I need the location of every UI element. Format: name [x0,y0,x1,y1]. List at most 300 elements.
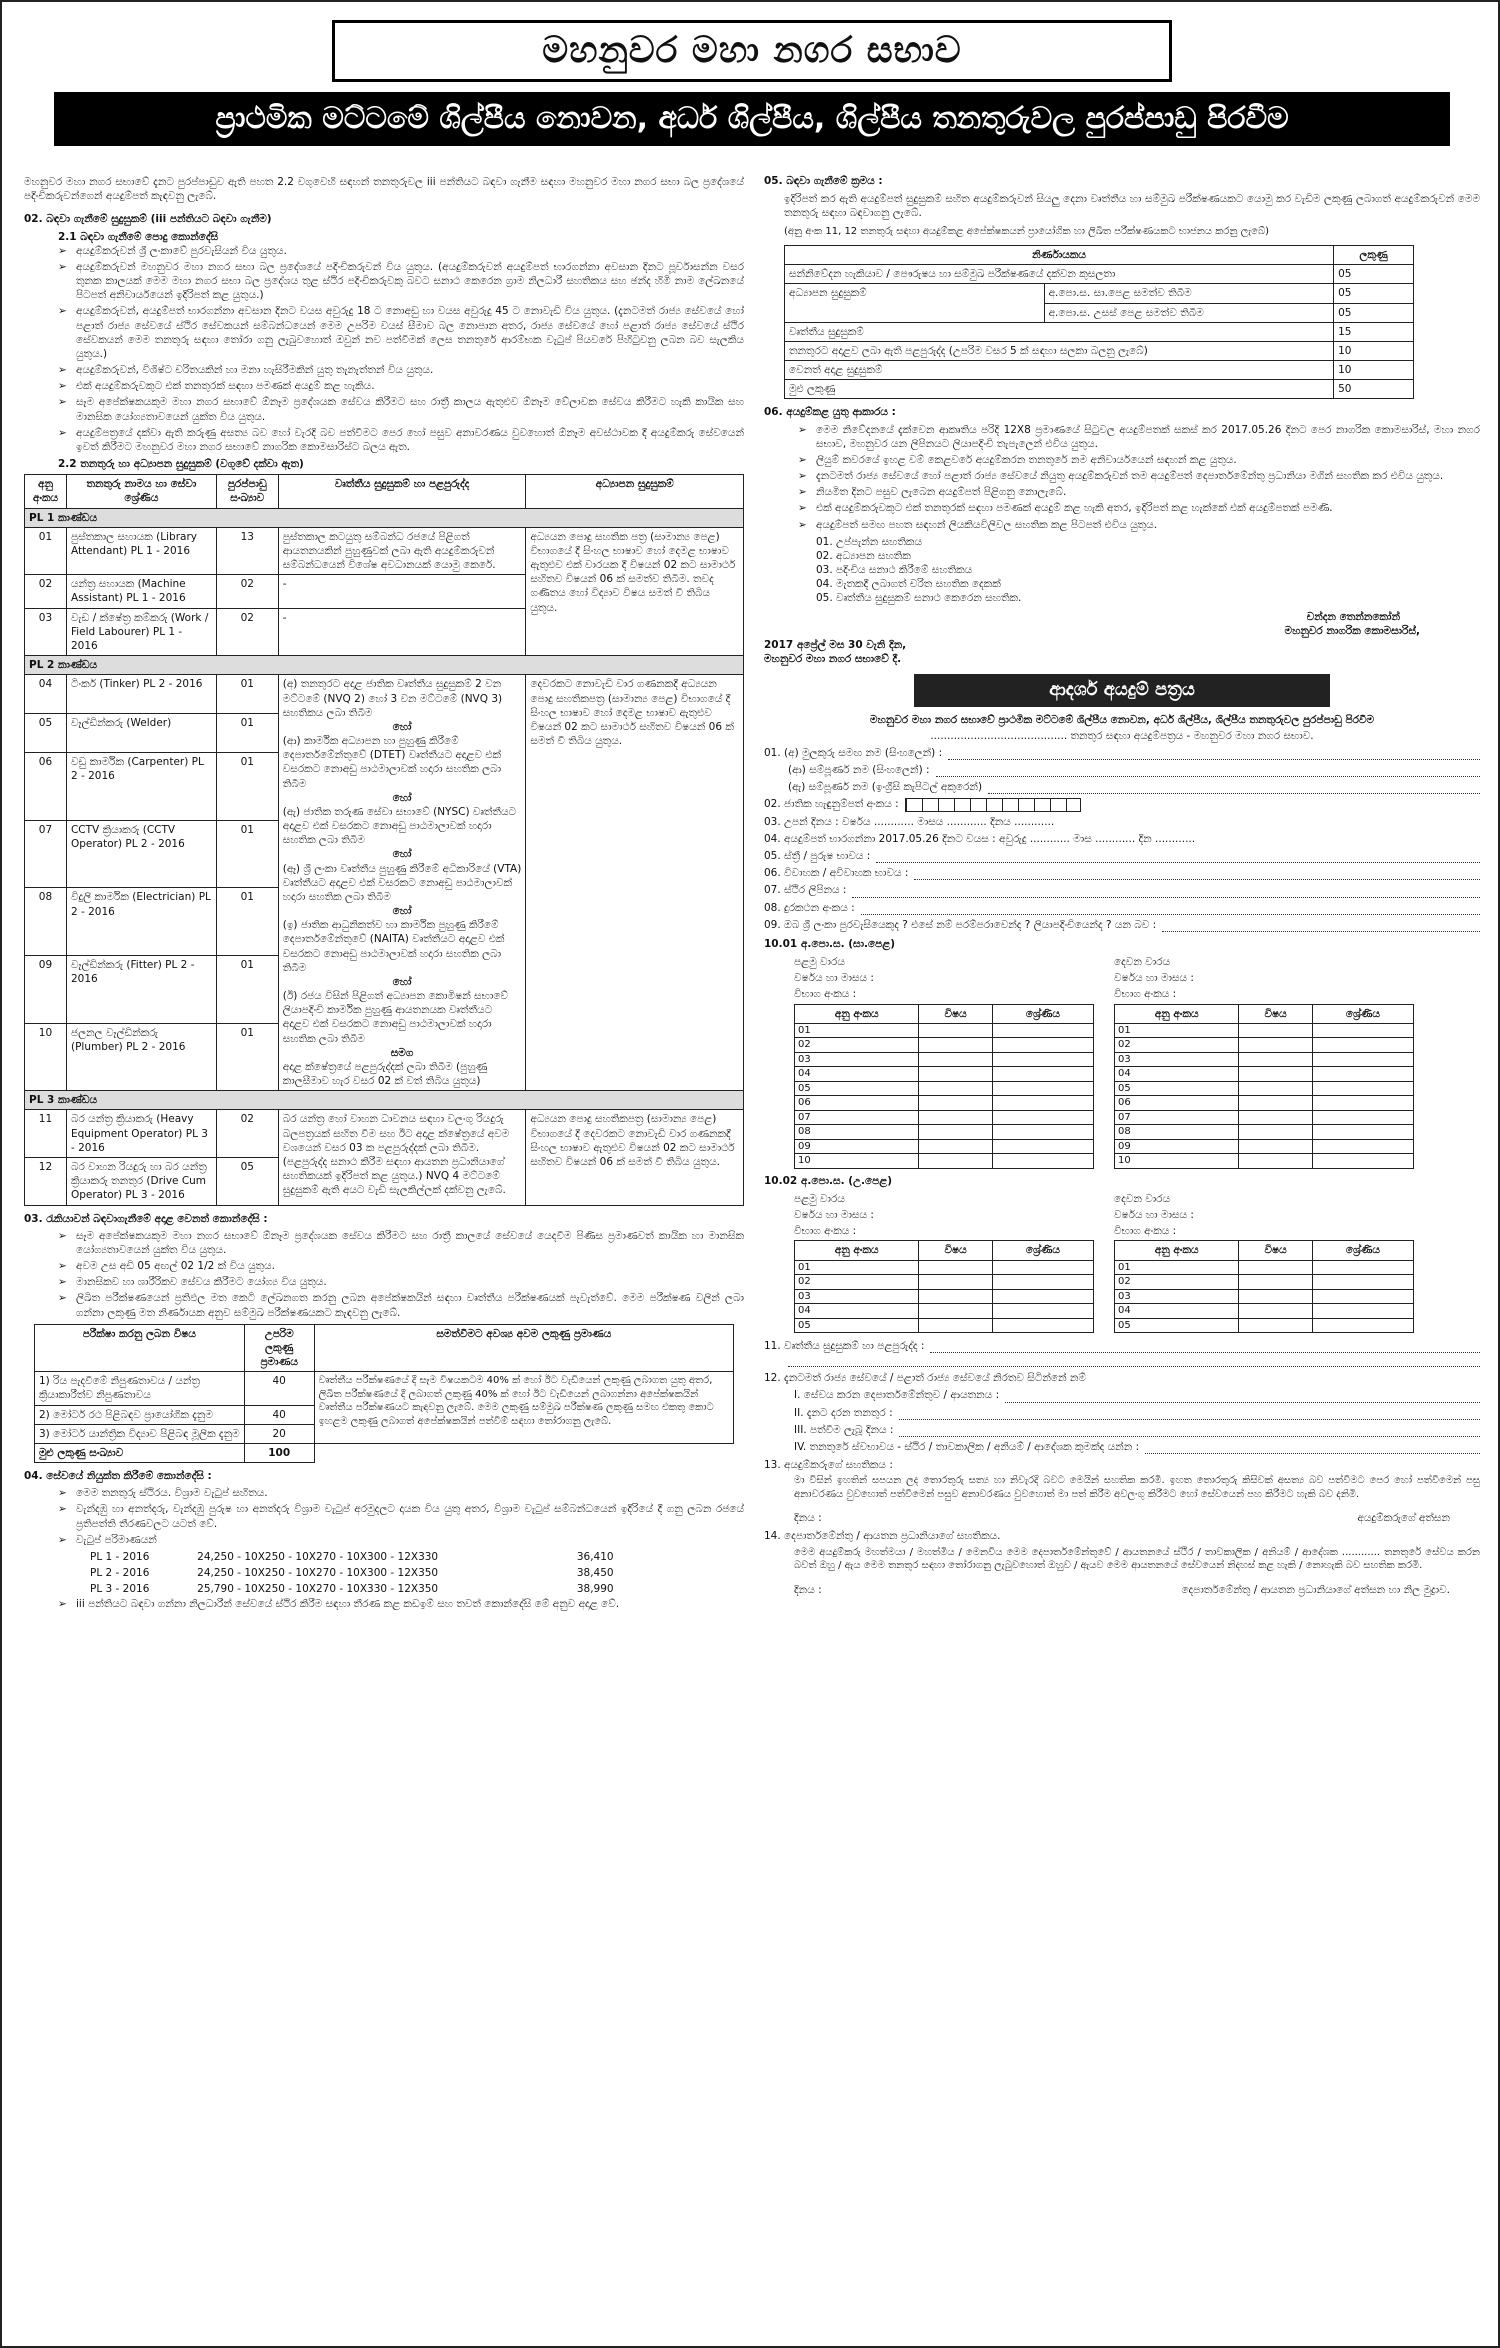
table-row [795,1260,1094,1275]
civil-status-field[interactable] [914,869,1480,880]
subject-cell[interactable] [919,1096,992,1111]
category-row-pl3 [25,1091,744,1110]
grade-cell[interactable] [1312,1289,1413,1304]
row-number: 11 [25,1110,67,1158]
grade-cell[interactable] [1312,1081,1413,1096]
table-row [1115,1154,1414,1169]
subject-cell[interactable] [1239,1038,1312,1053]
subject-cell[interactable] [919,1154,992,1169]
subject-cell[interactable] [919,1318,992,1333]
column-header: ශ්‍රේණිය [992,1004,1093,1023]
max-marks: 40 [244,1405,314,1424]
subject-cell[interactable] [1239,1304,1312,1319]
table-row [795,1304,1094,1319]
post-name: යන්ත්‍ර සහායක (Machine Assistant) PL 1 - 2016 [66,575,216,608]
ol-section-label: 10.01 අ.පො.ස. (සා.පෙළ) [764,937,896,950]
documents-list [764,535,1480,606]
table-row [785,284,1414,303]
column-header: තනතුරු නාමය හා සේවා ශ්‍රේණිය [66,475,216,508]
table-row [795,1154,1094,1169]
table-row [785,341,1414,360]
vacancy-count: 01 [216,753,278,821]
subject-cell[interactable] [919,1081,992,1096]
table-row [795,1038,1094,1053]
list-item: ➢ iii පන්තියට බඳවා ගන්නා නිලධාරීන් සේවයේ ස්ථිර කිරීම සඳහා තීරණ කළ කඩඉම් සහ තවත් කොන්දේසි මේ අනුව අදාළ වේ. [24,1597,744,1611]
subject-cell[interactable] [919,1139,992,1154]
field-label: 14. දෙපාර්තමේන්තු / ආයතන ප්‍රධානියාගේ සහතිකය. [764,1530,1001,1543]
table-row [795,1289,1094,1304]
post-name: විදුලි කාර්මික (Electrician) PL 2 - 2016 [66,888,216,956]
row-number: 07 [795,1110,919,1125]
grade-cell[interactable] [1312,1318,1413,1333]
ol-second-sitting [1114,953,1414,1169]
form-row [764,1406,1480,1420]
subject-cell[interactable] [919,1023,992,1038]
field-label: 13. අයදුම්කරුගේ සහතිකය : [764,1459,893,1472]
grade-cell[interactable] [992,1154,1093,1169]
grade-cell[interactable] [1312,1096,1413,1111]
table-row [785,322,1414,341]
grade-cell[interactable] [1312,1125,1413,1140]
row-number: 05 [1115,1318,1239,1333]
salary-end: 38,450 [576,1567,614,1580]
post-name: බර වාහන රියදුරු හා බර යන්ත්‍ර ක්‍රියාකරු තනතුර (Drive Cum Operator) PL 3 - 2016 [66,1158,216,1206]
field-label: 12. දැනටමත් රාජ්‍ය සේවයේ / පළාත් රාජ්‍ය සේවයේ නිරතව සිටින්නේ නම් [764,1372,1086,1385]
application-form [764,713,1480,1597]
subject-cell[interactable] [1239,1275,1312,1290]
table-row [1115,1289,1414,1304]
column-header: අනු අංකය [795,1004,919,1023]
row-number: 08 [25,888,67,956]
grade-cell[interactable] [1312,1052,1413,1067]
row-number: 06 [25,753,67,821]
education-qualification: දෙවරකට නොවැඩි වාර ගණනකදී අධ්‍යයන පොදු සහතිකපත්‍ර (සාමාන්‍ය පෙළ) විභාගයේ දී සිංහල භාෂාව හෝ දෙමළ භාෂාව ඇතුළුව විෂයන් 02 කට සාමාර්ථ සහිතව විෂයන් 06 ක් සමත් වී තිබිය යුතුය. [526,675,744,1091]
row-number: 01 [795,1023,919,1038]
form-subtitle: ......................................... තනතුර සඳහා අයදුම්පත්‍රය - මහනුවර මහා නගර සභාව. [930,729,1314,742]
form-row [764,746,1480,760]
row-number: 04 [1115,1304,1239,1319]
row-number: 01 [795,1260,919,1275]
grade-cell[interactable] [1312,1110,1413,1125]
list-item: ➢ සෑම අපේක්ෂකයකුම මහා නගර සභාවේ ඕනෑම ප්‍රදේශයක සේවය කිරීමට සහ රාත්‍රී කාලයේ සේවයේ යෙදවීම පිණිස ප්‍රමාණවත් කායික හා මානසික යෝග්‍යතාවයෙන් යුක්ත විය යුතුය. [24,1229,744,1257]
grade-cell[interactable] [1312,1260,1413,1275]
row-number: 09 [795,1139,919,1154]
criterion-marks: 50 [1334,380,1414,399]
name-with-initials-field[interactable] [948,749,1480,760]
form-row [764,780,1480,794]
al-second-sitting [1114,1190,1414,1333]
grade-cell[interactable] [992,1038,1093,1053]
form-row [764,1388,1480,1402]
subject-cell[interactable] [1239,1067,1312,1082]
list-item: ➢ මෙම නිවේදනයේ දැක්වෙන ආකෘතිය පරිදි 12X8 ප්‍රමාණයේ සිටුවල අයදුම්පතක් සකස් කර 2017.05.26 දිනට පෙර නාගරික කොමසාරිස්, මහා නගර සභාව, මහනුවර යන ලිපිනයට ලියාපදිංචි තැපැලෙන් එවිය යුතුය. [764,423,1480,451]
applicant-declaration-text: මා විසින් ඉහතින් සපයන ලද තොරතුරු සත්‍ය හා නිවැරදි බවට මෙයින් සහතික කරමි. ඉහත තොරතුරු කිසිවක් අසත්‍ය බව පත්වීමට පෙර හෝ පත්වීමෙන් පසු අනාවරණය වුවහොත් පත්වීමෙන් පසුව අනාවරණය වුවහොත් මා පත් කිරීම අවලංගු කිරීමට හෝ සේවයෙන් පහ කිරීමට හැකි බව දනිමි. [794,1475,1480,1500]
field-label: IV. තනතුරේ ස්වභාවය - ස්ථිර / තාවකාලික / අනියම් / ආදේශක කුමක්ද යන්න : [794,1440,1140,1453]
nic-boxes[interactable] [905,798,1081,812]
salary-scale: 24,250 - 10X250 - 10X270 - 10X300 - 12X330 [197,1550,439,1563]
grade-cell[interactable] [992,1067,1093,1082]
column-header: ශ්‍රේණිය [1312,1004,1413,1023]
education-qualification: අධ්‍යයන පොදු සහතික පත්‍ර (සාමාන්‍ය පෙළ) විභාගයේ දී සිංහල භාෂාව හෝ දෙමළ භාෂාව ඇතුළුව එක් වාරයක දී විෂයන් 02 කට සාමාර්ථ සහිතව විෂයන් 06 ක් සමත්ව තිබීම. තවද ගණිතය හෝ විද්‍යාව විෂය සමත් වී තිබිය යුතුය. [526,527,744,655]
post-name: වඩු කාර්මික (Carpenter) PL 2 - 2016 [66,753,216,821]
field-label: 02. ජාතික හැඳුනුම්පත් අංකය : [764,798,899,811]
salary-end: 38,990 [576,1583,614,1596]
vacancy-count: 01 [216,820,278,888]
department-field[interactable] [1005,1392,1480,1403]
professional-qualifications-field-line[interactable] [788,1356,1480,1367]
table-row [1115,1038,1414,1053]
grade-cell[interactable] [992,1289,1093,1304]
subject-cell[interactable] [1239,1110,1312,1125]
index-label: විභාග අංකය : [794,1225,857,1238]
grade-cell[interactable] [992,1275,1093,1290]
form-row [764,1339,1480,1353]
grade-cell[interactable] [1312,1023,1413,1038]
document-item: 01. උප්පැන්න සහතිකය [816,535,922,548]
table-header-row [1115,1004,1414,1023]
subject-cell[interactable] [919,1304,992,1319]
field-label: 01. (අ) මුලකුරු සමඟ නම (සිංහලෙන්) : [764,746,943,759]
criterion-marks: 15 [1334,322,1414,341]
row-number: 05 [795,1318,919,1333]
row-number: 02 [1115,1038,1239,1053]
list-item: ➢ අයදුම්පත් සමඟ පහත සඳහන් ලියකියවිලිවල සහතික කළ පිටපත් එවිය යුතුය. [764,518,1480,532]
head-certification-text: මෙම අයදුම්කරු මහත්මයා / මහත්මිය / මෙනවිය මෙම දෙපාර්තමේන්තුවේ / ආයතනයේ ස්ථිර / තාවකාලික / අනියම් / ආදේශක ............ තනතුරේ සේවය කරන බවත් ඔහු / ඇය මෙම තනතුර සඳහා තෝරාගනු ලැබුවහොත් ඔහුව / ඇයව මෙම ආයතනයේ සේවයෙන් නිදහස් කළ හැකි / නොහැකි බව සහතික කරමි. [794,1546,1480,1572]
table-row [1115,1125,1414,1140]
table-row [785,380,1414,399]
field-label: (ඇ) සම්පූර්ණ නම (ඉංග්‍රීසි කැපිටල් අකුරෙන්) [788,781,983,794]
row-number: 07 [1115,1110,1239,1125]
post-name: ජලනල වෑල්ඩින්කරු (Plumber) PL 2 - 2016 [66,1023,216,1091]
row-number: 10 [795,1154,919,1169]
subject-cell[interactable] [1239,1289,1312,1304]
grade-cell[interactable] [1312,1038,1413,1053]
subject-cell[interactable] [919,1038,992,1053]
grade-cell[interactable] [1312,1139,1413,1154]
ol-results-grids [764,953,1480,1169]
salary-scale: 24,250 - 10X250 - 10X270 - 10X300 - 12X350 [197,1567,439,1580]
vacancy-count: 01 [216,714,278,753]
table-row [1115,1052,1414,1067]
or-label: හෝ [392,791,412,804]
criterion: අධ්‍යාපන සුදුසුකම් [785,284,1045,322]
category-label: PL 1 කාණ්ඩය [25,508,744,527]
subject-cell[interactable] [919,1052,992,1067]
grade-cell[interactable] [992,1125,1093,1140]
year-label: වර්ෂය හා මාසය : [1114,972,1194,985]
table-row [795,1275,1094,1290]
field-label: II. දැනට දරන තනතුර : [794,1406,893,1419]
row-number: 03 [1115,1289,1239,1304]
gender-field[interactable] [876,852,1480,863]
table-row [1115,1260,1414,1275]
criterion-marks: 10 [1334,341,1414,360]
subject-cell[interactable] [1239,1023,1312,1038]
head-signature-row [764,1575,1480,1597]
sample-form-banner: ආදර්ශ අයදුම් පත්‍රය [914,674,1330,706]
table-row [785,361,1414,380]
column-header: අනු අංකය [25,475,67,508]
table-row [84,1565,644,1581]
grade-cell[interactable] [992,1023,1093,1038]
table-row [1115,1110,1414,1125]
left-column [24,174,744,1614]
table-row [795,1318,1094,1333]
full-name-sinhala-field[interactable] [936,766,1480,777]
total-row [35,1443,734,1462]
form-row [764,1423,1480,1437]
vacancy-count: 01 [216,888,278,956]
qualification-line: (අ) තනතුරට අදාළ ජාතික වෘත්තීය සුදුසුකම් 2 වන මට්ටමේ (NVQ 2) හෝ 3 වන මට්ටමේ (NVQ 3) සහතිකය ලබා තිබීම [282,678,503,719]
list-item: ➢ නියමිත දිනට පසුව ලැබෙන අයදුම්පත් පිළිගනු නොලැබේ. [764,485,1480,499]
column-header: පරීක්ෂා කරනු ලබන විෂය [35,1324,245,1372]
professional-qualification: පුස්තකාල කටයුතු සම්බන්ධ රජයේ පිළිගත් ආයතනයකින් පුහුණුවක් ලබා ඇති අයදුම්කරුවන් සම්බන්ධයෙන් විශේෂ අවධානයක් යොමු කෙරේ. [278,527,526,575]
row-number: 02 [1115,1275,1239,1290]
grade-cell[interactable] [1312,1275,1413,1290]
current-post-field[interactable] [899,1409,1480,1420]
post-name: බර යන්ත්‍ර ක්‍රියාකරු (Heavy Equipment Operator) PL 3 - 2016 [66,1110,216,1158]
qualification-line: (ඈ) ශ්‍රී ලංකා වෘත්තීය පුහුණු කිරීමේ අධිකාරියේ (VTA) වෘත්තීයට අදාළව එක් වසරකට නොඅඩු පාඨමාලාවක් හදාරා සහතික ලබා තිබීම [282,862,522,903]
field-label: 07. ස්ථිර ලිපිනය : [764,884,847,897]
year-label: වර්ෂය හා මාසය : [794,1209,874,1222]
subject-cell[interactable] [1239,1081,1312,1096]
row-number: 08 [1115,1125,1239,1140]
form-row [764,918,1480,932]
row-number: 06 [1115,1096,1239,1111]
salary-end: 36,410 [576,1550,614,1563]
table-header-row [785,246,1414,265]
qualification-line: අදාළ ක්ෂේත්‍රයේ පළපුරුද්දක් ලබා තිබීම (පුහුණු කාලසීමාව හැර වසර 02 ක් වත් තිබිය යුතුය) [282,1060,488,1088]
form-row [764,1440,1480,1454]
pass-mark-note: වෘත්තීය පරීක්ෂණයේ දී සෑම විෂයකටම 40% ක් හෝ ඊට වැඩියෙන් ලකුණු ලබාගත යුතු අතර, ලිඛිත පරීක්ෂණයේ දී ලබාගත් ලකුණු 40% ක් හෝ ඊට වැඩියෙන් ලබාගන්නා අපේක්ෂකයින් වෘත්තීය පරීක්ෂණයට කැඳවනු ලැබේ. මෙම ලකුණු සම්මුඛ පරීක්ෂණ ලකුණු සමඟ එකතු කොට ඉහළම ලකුණු ලබාගත් අපේක්ෂකයින් පත්වීම් සඳහා තෝරාගනු ලැබේ. [314,1372,733,1444]
vacancy-count: 01 [216,955,278,1023]
professional-qualification: - [278,575,526,608]
vacancy-count: 05 [216,1158,278,1206]
table-row [35,1372,734,1405]
head-signature-label: දෙපාර්තමේන්තු / ආයතන ප්‍රධානියාගේ අත්සන හා නිල මුද්‍රාව. [1181,1583,1450,1596]
post-name: වැඩ / ක්ෂේත්‍ර කම්කරු (Work / Field Labourer) PL 1 - 2016 [66,608,216,656]
grade-cell[interactable] [1312,1067,1413,1082]
row-number: 04 [1115,1067,1239,1082]
professional-qualifications-field[interactable] [930,1342,1480,1353]
row-number: 10 [25,1023,67,1091]
criterion: මුළු ලකුණු [785,380,1334,399]
grade-cell[interactable] [1312,1154,1413,1169]
section-2-1-heading: 2.1 බඳවා ගැනීමේ පොදු කොන්දේසි [58,230,219,243]
list-item: ➢ සෑම අපේක්ෂකයකුම මහා නගර සභාවේ ඕනෑම ප්‍රදේශයක සේවය කිරීමට සහ රාත්‍රී කාලය ඇතුළුව ඕනෑම වේලාවක සේවය කිරීමට හැකි කායික සහ මානසික යෝග්‍යතාවයෙන් යුක්ත විය යුතුය. [24,395,744,423]
row-number: 01 [1115,1260,1239,1275]
list-item: ➢ එක් අයදුම්කරුවකුට එක් තනතුරක් සඳහා පමණක් අයදුම් කළ හැකිය. [24,379,744,393]
list-item: ➢ අයදුම්කරුවන් මහනුවර මහා නගර සභා බල ප්‍රදේශයේ පදිංචිකරුවන් විය යුතුය. (අයදුම්කරුවන් අයදුම්පත් භාරගන්නා අවසාන දිනට පූර්වාසන්න වසර තුනක කාලයක් මෙම මහා නගර සභා බල ප්‍රදේශය තුළ ස්ථිර පදිංචිකරුවකු බවට සනාථ කෙරෙන ග්‍රාම නිලධාරී සහතිකය සහ ඡන්ද හිමි නාම ලේඛනයේ පිටපත් අනිවාර්යයෙන් ඉදිරිපත් කළ යුතුය.) [24,260,744,303]
column-header: නිර්ණායකය [785,246,1334,265]
salary-grade: PL 2 - 2016 [90,1567,150,1580]
table-row [795,1139,1094,1154]
subject-cell[interactable] [1239,1139,1312,1154]
vacancy-count: 02 [216,575,278,608]
subject-cell[interactable] [1239,1260,1312,1275]
table-row [795,1125,1094,1140]
citizenship-field[interactable] [1162,921,1480,932]
document-item: 04. මැතකදී ලබාගත් චරිත සහතික දෙකක් [816,578,1001,591]
list-item: ➢ වැන්දඹු හා අනත්දරු, වැන්දඹු පුරුෂ හා අනත්දරු විශ්‍රාම වැටුප් අරමුදලට දායක විය යුතු අතර, විශ්‍රාම වැටුප් සම්බන්ධයෙන් ඉදිරියේ දී ගනු ලබන රජයේ ප්‍රතිපත්ති තීරණවලට යටත් වේ. [24,1502,744,1530]
appointment-date-field[interactable] [899,1426,1480,1437]
row-number: 05 [795,1081,919,1096]
column-header: ශ්‍රේණිය [1312,1241,1413,1260]
or-label: හෝ [392,905,412,918]
criterion-marks: 10 [1334,361,1414,380]
index-label: විභාග අංකය : [1114,988,1177,1001]
column-header: විෂය [1239,1241,1312,1260]
al-results-grids [764,1190,1480,1333]
field-label: 09. ඔබ ශ්‍රී ලංකා පුරවැසියෙකුද ? එසේ නම් පරම්පරාවෙන්ද ? ලියාපදිංචියෙන්ද ? යන බව : [764,918,1157,931]
table-row [795,1096,1094,1111]
subject-cell[interactable] [1239,1318,1312,1333]
max-marks: 20 [244,1424,314,1443]
phone-field[interactable] [861,904,1480,915]
page-title: මහනුවර මහා නගර සභාව [332,20,1172,82]
subject-cell[interactable] [1239,1154,1312,1169]
row-number: 08 [795,1125,919,1140]
column-header: සමත්වීමට අවශ්‍ය අවම ලකුණු ප්‍රමාණය [314,1324,733,1372]
row-number: 04 [25,675,67,714]
row-number: 04 [795,1067,919,1082]
vacancy-count: 02 [216,1110,278,1158]
post-nature-field[interactable] [1145,1443,1480,1454]
row-number: 02 [25,575,67,608]
al-second-results-table [1114,1240,1414,1333]
al-section-label: 10.02 අ.පො.ස. (උ.පෙළ) [764,1174,893,1187]
grade-cell[interactable] [992,1318,1093,1333]
grade-cell[interactable] [992,1110,1093,1125]
table-row [795,1067,1094,1082]
row-number: 02 [795,1038,919,1053]
or-label: හෝ [392,848,412,861]
list-item: ➢ දැනටමත් රාජ්‍ය සේවයේ හෝ පළාත් රාජ්‍ය සේවයේ නියුතු අයදුම්කරුවන් තම අයදුම්පත් දෙපාර්තමේන්තු ප්‍රධානියා මගින් සහතික කර එවිය යුතුය. [764,469,1480,483]
selection-method-paragraph: ඉදිරිපත් කර ඇති අයදුම්පත් සුදුසුකම් සහිත අයදුම්කරුවන් සියලු දෙනා වෘත්තීය හා සම්මුඛ පරීක්ෂණයකට යොමු කර වැඩිම ලකුණු ලබාගත් අයදුම්කරුවන් මෙම තනතුරු සඳහා බඳවාගනු ලැබේ. [784,193,1480,220]
page-subtitle-banner: ප්‍රාථමික මට්ටමේ ශිල්පීය නොවන, අර්ධ ශිල්පීය, ශිල්පීය තනතුරුවල පුරප්පාඩු පිරවීම [54,92,1450,146]
address-field[interactable] [852,887,1480,898]
test-marks-table [34,1324,734,1463]
or-label: හෝ [392,720,412,733]
table-header-row [795,1004,1094,1023]
table-row [1115,1139,1414,1154]
criterion-marks: 05 [1334,265,1414,284]
row-number: 01 [25,527,67,575]
subject-cell[interactable] [919,1125,992,1140]
year-label: වර්ෂය හා මාසය : [794,972,874,985]
row-number: 01 [1115,1023,1239,1038]
appointment-conditions-list [24,1486,744,1547]
appointment-conditions-list-end [24,1597,744,1611]
form-row [764,797,1480,811]
criterion-marks: 05 [1334,303,1414,322]
table-row [1115,1318,1414,1333]
notice-place: මහනුවර මහා නගර සභාවේ දී. [764,653,902,666]
ol-first-results-table [794,1004,1094,1169]
post-name: වෑල්ඩින්කරු (Welder) [66,714,216,753]
date-label: දිනය : [794,1512,822,1525]
document-item: 05. වෘත්තීය සුදුසුකම් සනාථ කෙරෙන සහතික. [816,592,1022,605]
table-header-row [795,1241,1094,1260]
subject-cell[interactable] [919,1067,992,1082]
section-2-2-heading: 2.2 තනතුරු හා අධ්‍යාපන සුදුසුකම් (වගුවේ දක්වා ඇත) [58,458,304,471]
field-label: 06. විවාහක / අවිවාහක භාවය : [764,867,909,880]
column-header: උපරිම ලකුණු ප්‍රමාණය [244,1324,314,1372]
al-first-results-table [794,1240,1094,1333]
column-header: ශ්‍රේණිය [992,1241,1093,1260]
criterion-marks: 05 [1334,284,1414,303]
empty-cell [314,1443,733,1462]
education-qualification: අධ්‍යයන පොදු සහතිකපත්‍ර (සාමාන්‍ය පෙළ) විභාගයේ දී දෙවරකට නොවැඩි වාර ගණනකදී සිංහල භාෂාව ඇතුළුව විෂයන් 02 කට සාමාර්ථ සහිතව විෂයන් 06 ක් සමත් වී තිබිය යුතුය. [526,1110,744,1205]
field-label: 11. වෘත්තීය සුදුසුකම් හා පළපුරුද්ද : [764,1340,925,1353]
post-name: ටිංකර් (Tinker) PL 2 - 2016 [66,675,216,714]
section-02-heading: 02. බඳවා ගැනීමේ සුදුසුකම් (iii පන්තියට බඳවා ගැනීම) [24,213,272,226]
criterion: වෘත්තීය සුදුසුකම් [785,322,1334,341]
field-label: I. සේවය කරන දෙපාර්තමේන්තුව / ආයතනය : [794,1389,1000,1402]
grade-cell[interactable] [992,1081,1093,1096]
vacancy-count: 13 [216,527,278,575]
subject-cell[interactable] [919,1260,992,1275]
list-item: ➢ අයදුම්කරුවන් ශ්‍රී ලංකාවේ පුරවැසියන් විය යුතුය. [24,244,744,258]
qualification-line: (ඇ) ජාතික තරුණ සේවා සභාවේ (NYSC) වෘත්තීයට අදාළව එක් වසරකට නොඅඩු පාඨමාලාවක් හදාරා සහතික ලබා තිබීම [282,805,517,847]
al-first-sitting [794,1190,1094,1333]
table-row [1115,1067,1414,1082]
table-row [1115,1023,1414,1038]
form-title: මහනුවර මහා නගර සභාවේ ප්‍රාථමික මට්ටමේ ශිල්පීය නොවන, අර්ධ ශිල්පීය, ශිල්පීය තනතුරුවල පුරප්පාඩු පිරවීම [869,713,1375,726]
list-item: ➢ වැටුප් පරිමාණයන් [24,1533,744,1547]
column-header: පුරප්පාඩු සංඛ්‍යාව [216,475,278,508]
criterion: සන්නිවේදන හැකියාව / පෞරුෂය හා සම්මුඛ පරීක්ෂණයේ දක්වන කුසලතා [785,265,1334,284]
form-row [764,883,1480,897]
professional-qualification: බර යන්ත්‍ර හෝ වාහන ධාවනය සඳහා වලංගු රියදුරු බලපත්‍රයක් සහිත වීම සහ ඊට අදාළ ක්ෂේත්‍රයේ අවම වශයෙන් වසර 03 ක පළපුරුද්දක් ලබා තිබීම. (පළපුරුද්ද සනාථ කිරීම සඳහා ආයතන ප්‍රධානියාගේ සහතිකයක් ඉදිරිපත් කළ යුතුය.) NVQ 4 මට්ටමේ සුදුසුකම් ඇති අයට වැඩි සැලකිල්ලක් දක්වනු ලැබේ. [278,1110,526,1205]
grade-cell[interactable] [992,1139,1093,1154]
grade-cell[interactable] [1312,1304,1413,1319]
grade-cell[interactable] [992,1304,1093,1319]
row-number: 10 [1115,1154,1239,1169]
section-04-heading: 04. සේවයේ නියුක්ත කිරීමේ කොන්දේසි : [24,1470,212,1483]
with-label: සමග [390,1046,414,1059]
sitting-label: පළමු වාරය [794,1192,845,1205]
total-marks: 100 [244,1443,314,1462]
field-label: (ආ) සම්පූර්ණ නම (සිංහලෙන්) : [788,764,930,777]
table-row [1115,1304,1414,1319]
section-03-heading: 03. රැකියාවන් බඳවාගැනීමේ අදාළ වෙනත් කොන්දේසි : [24,1212,268,1225]
subject-cell[interactable] [1239,1096,1312,1111]
row-number: 05 [1115,1081,1239,1096]
signer-name: චන්දන තෙන්නකෝන් [1306,610,1400,623]
full-name-english-field[interactable] [988,783,1480,794]
subject-cell[interactable] [919,1275,992,1290]
subject-cell[interactable] [919,1110,992,1125]
grade-cell[interactable] [992,1096,1093,1111]
applicant-signature-row [764,1503,1480,1525]
section-06-heading: 06. අයදුම්කළ යුතු ආකාරය : [764,406,896,419]
table-header-row [1115,1241,1414,1260]
column-header: විෂය [1239,1004,1312,1023]
table-row [795,1110,1094,1125]
subject-cell[interactable] [919,1289,992,1304]
grade-cell[interactable] [992,1052,1093,1067]
row-number: 03 [25,608,67,656]
row-number: 09 [25,955,67,1023]
grade-cell[interactable] [992,1260,1093,1275]
test-subject: 1) රිය පැදවීමේ නිපුණතාවය / යන්ත්‍ර ක්‍රියාකාරීත්ව නිපුණතාවය [35,1372,245,1405]
year-label: වර්ෂය හා මාසය : [1114,1209,1194,1222]
subject-cell[interactable] [1239,1052,1312,1067]
column-header: විෂය [919,1241,992,1260]
row-number: 02 [795,1275,919,1290]
subject-cell[interactable] [1239,1125,1312,1140]
